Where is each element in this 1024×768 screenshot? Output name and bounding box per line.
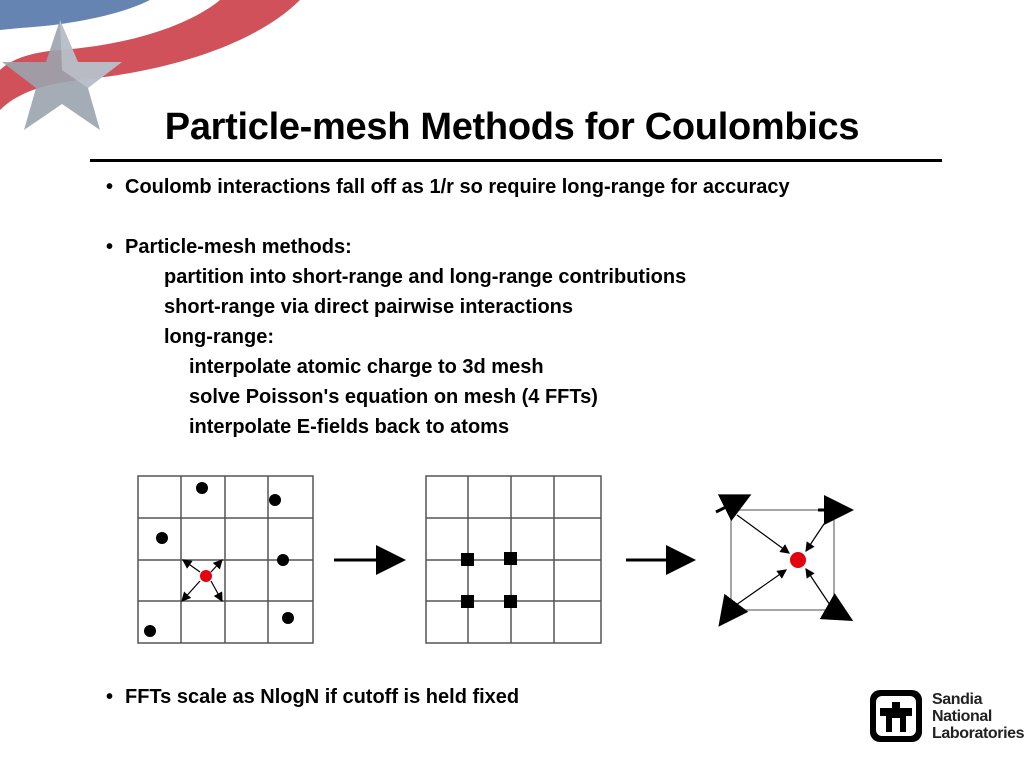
sandia-logo (868, 688, 1024, 748)
logo-line-2: National (932, 708, 992, 725)
bullet-marker: • (106, 686, 114, 708)
thunderbird-icon (868, 688, 924, 744)
target-atom (790, 552, 806, 568)
sub-sub-item-solve-poisson: solve Poisson's equation on mesh (4 FFTs) (189, 386, 598, 408)
bullet-fft-scaling: FFTs scale as NlogN if cutoff is held fixed (125, 686, 520, 708)
sub-sub-item-interpolate-charge: interpolate atomic charge to 3d mesh (189, 356, 544, 378)
title-divider (90, 159, 942, 162)
bullet-marker: • (106, 236, 114, 258)
charge-spread-arrows (182, 560, 222, 601)
mesh-cell (731, 510, 834, 610)
bullet-marker: • (106, 176, 114, 198)
page-title: Particle-mesh Methods for Coulombics (164, 106, 860, 148)
logo-line-3: Laboratories (932, 725, 1024, 742)
sub-item-long-range: long-range: (164, 326, 274, 348)
logo-line-1: Sandia (932, 691, 983, 708)
sub-item-partition: partition into short-range and long-range contributions (164, 266, 687, 288)
bullet-particle-mesh: Particle-mesh methods: (125, 236, 352, 258)
particle-mesh-diagram (0, 460, 1024, 660)
sub-sub-item-interpolate-efields: interpolate E-fields back to atoms (189, 416, 510, 438)
interpolation-arrows (736, 515, 830, 605)
sub-item-short-range: short-range via direct pairwise interactions (164, 296, 574, 318)
bullet-coulomb: Coulomb interactions fall off as 1/r so require long-range for accuracy (125, 176, 790, 198)
charged-atom (200, 570, 212, 582)
